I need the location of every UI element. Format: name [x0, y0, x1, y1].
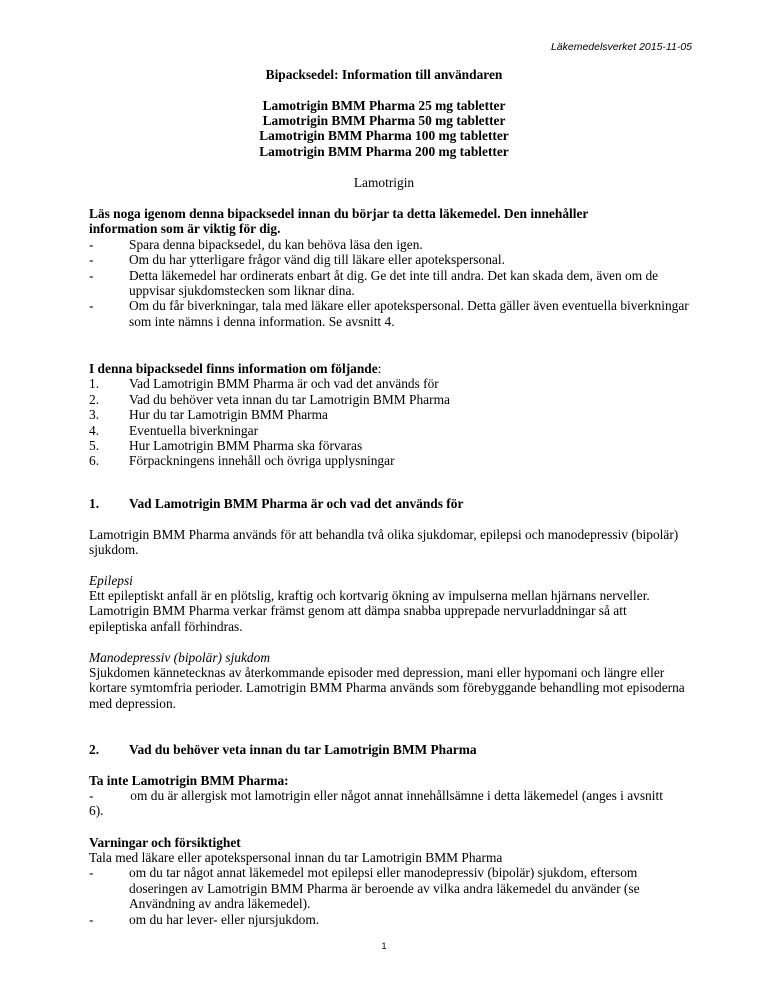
toc-block — [89, 361, 689, 469]
toc-heading: I denna bipacksedel finns information om följande: — [89, 361, 382, 376]
intro-block — [89, 206, 689, 329]
intro-bullet: - Om du får biverkningar, tala med läkare eller apotekspersonal. Detta gäller även eventuella biverkningar som inte nämns i denna information. Se avsnitt 4. — [89, 298, 689, 329]
section-1-intro: Lamotrigin BMM Pharma används för att behandla två olika sjukdomar, epilepsi och manodepressiv (bipolär) sjukdom. — [89, 527, 679, 558]
warnings-item: - om du har lever- eller njursjukdom. — [89, 911, 320, 927]
intro-bullet: - Spara denna bipacksedel, du kan behöva läsa den igen. — [89, 236, 423, 252]
product-name-25mg: Lamotrigin BMM Pharma 25 mg tabletter — [262, 98, 506, 113]
epilepsy-heading: Epilepsi — [89, 573, 133, 588]
document-page: Läkemedelsverket 2015-11-05 Bipacksedel: Information till användaren Lamotrigin BMM Pharma 25 mg tabletter Lamotrigin BMM Pharma 50 mg tabletter Lamotrigin BMM Pharma 100 mg tabletter Lamotrigin BMM Pharma 200 mg tabletter Lamotrigin Läs noga igenom denna bipacksedel innan du börjar ta detta läkemedel. Den innehåller information som är viktig för dig. - Spara denna bipacksedel, du kan behöva läsa den igen. - Om du har ytterligare frågor vänd dig till läkare eller apotekspersonal. - Detta läkemedel har ordinerats enbart åt dig. Ge det inte till andra. Det kan skada dem, även om de uppvisar sjukdomstecken som liknar dina. - Om du får biverkningar, tala med läkare eller apotekspersonal. Detta gäller även eventuella biverkningar som inte nämns i denna information. Se avsnitt 4. I denna bipacksedel finns information om följande: 1. Vad Lamotrigin BMM Pharma är och vad det används för 2. Vad du behöver veta innan du tar Lamotrigin BMM Pharma 3. Hur du tar Lamotrigin BMM Pharma 4. Eventuella biverkningar 5. Hur Lamotrigin BMM Pharma ska förvaras 6. Förpackningens innehåll och övriga upplysningar 1. Vad Lamotrigin BMM Pharma är och vad det används för Lamotrigin BMM Pharma används för att behandla två olika sjukdomar, epilepsi och manodepressiv (bipolär) sjukdom. Epilepsi Ett epileptiskt anfall är en plötslig, kraftig och kortvarig ökning av impulserna mellan hjärnans nerveller. Lamotrigin BMM Pharma verkar främst genom att dämpa snabba upprepade nervurladdningar så att epileptiska anfall förhindras. Manodepressiv (bipolär) sjukdom Sjukdomen kännetecknas av återkommande episoder med depression, mani eller hypomani och längre eller kortare symtomfria perioder. Lamotrigin BMM Pharma används som förebyggande behandling mot episoderna med depression. 2. Vad du behöver veta innan du tar Lamotrigin BMM Pharma Ta inte Lamotrigin BMM Pharma: - om du är allergisk mot lamotrigin eller något annat innehållsämne i detta läkemedel (anges i avsnitt 6). Varningar och försiktighet Tala med läkare eller apotekspersonal innan du tar Lamotrigin BMM Pharma - om du tar något annat läkemedel mot epilepsi eller manodepressiv (bipolär) sjukdom, eftersom doseringen av Lamotrigin BMM Pharma är beroende av vilka andra läkemedel du använder (se Användning av andra läkemedel). - om du har lever- eller njursjukdom. 1 — [0, 0, 768, 994]
intro-bullet: - Om du har ytterligare frågor vänd dig till läkare eller apotekspersonal. — [89, 252, 505, 268]
product-name-100mg: Lamotrigin BMM Pharma 100 mg tabletter — [259, 128, 509, 143]
warnings-block — [89, 850, 689, 927]
toc-item: 5. Hur Lamotrigin BMM Pharma ska förvaras — [89, 438, 363, 454]
do-not-take-heading: Ta inte Lamotrigin BMM Pharma: — [89, 773, 289, 788]
intro-bullet: - Detta läkemedel har ordinerats enbart åt dig. Ge det inte till andra. Det kan skada dem, även om de uppvisar sjukdomstecken som liknar dina. — [89, 267, 659, 299]
product-name-200mg: Lamotrigin BMM Pharma 200 mg tabletter — [259, 144, 509, 159]
product-name-50mg: Lamotrigin BMM Pharma 50 mg tabletter — [262, 113, 506, 128]
agency-date-header: Läkemedelsverket 2015-11-05 — [550, 41, 692, 53]
bipolar-text: Sjukdomen kännetecknas av återkommande episoder med depression, mani eller hypomani och längre eller kortare symtomfria perioder. Lamotrigin BMM Pharma används som förebyggande behandling mot episoderna med depression. — [89, 665, 685, 711]
active-substance: Lamotrigin — [353, 175, 415, 190]
intro-heading-line2: information som är viktig för dig. — [89, 221, 281, 237]
do-not-take-item: - om du är allergisk mot lamotrigin eller något annat innehållsämne i detta läkemedel (anges i avsnitt 6). — [89, 788, 663, 819]
warnings-item: - om du tar något annat läkemedel mot epilepsi eller manodepressiv (bipolär) sjukdom, eftersom doseringen av Lamotrigin BMM Pharma är beroende av vilka andra läkemedel du använder (se Användning av andra läkemedel). — [89, 865, 640, 912]
intro-heading-line1: Läs noga igenom denna bipacksedel innan du börjar ta detta läkemedel. Den innehåller — [89, 206, 589, 221]
warnings-heading: Varningar och försiktighet — [89, 835, 241, 850]
toc-item: 4. Eventuella biverkningar — [89, 422, 259, 438]
toc-item: 1. Vad Lamotrigin BMM Pharma är och vad det används för — [89, 376, 439, 392]
page-number: 1 — [381, 941, 387, 951]
bipolar-heading: Manodepressiv (bipolär) sjukdom — [89, 650, 270, 665]
document-title: Bipacksedel: Information till användaren — [265, 67, 503, 82]
epilepsy-text: Ett epileptiskt anfall är en plötslig, kraftig och kortvarig ökning av impulserna mellan hjärnans nerveller. Lamotrigin BMM Pharma verkar främst genom att dämpa snabba upprepade nervurladdningar så att epileptiska anfall förhindras. — [89, 588, 650, 634]
toc-item: 6. Förpackningens innehåll och övriga upplysningar — [89, 453, 395, 469]
toc-item: 2. Vad du behöver veta innan du tar Lamotrigin BMM Pharma — [89, 391, 450, 407]
warnings-intro: Tala med läkare eller apotekspersonal innan du tar Lamotrigin BMM Pharma — [89, 850, 503, 865]
toc-item: 3. Hur du tar Lamotrigin BMM Pharma — [89, 407, 328, 423]
